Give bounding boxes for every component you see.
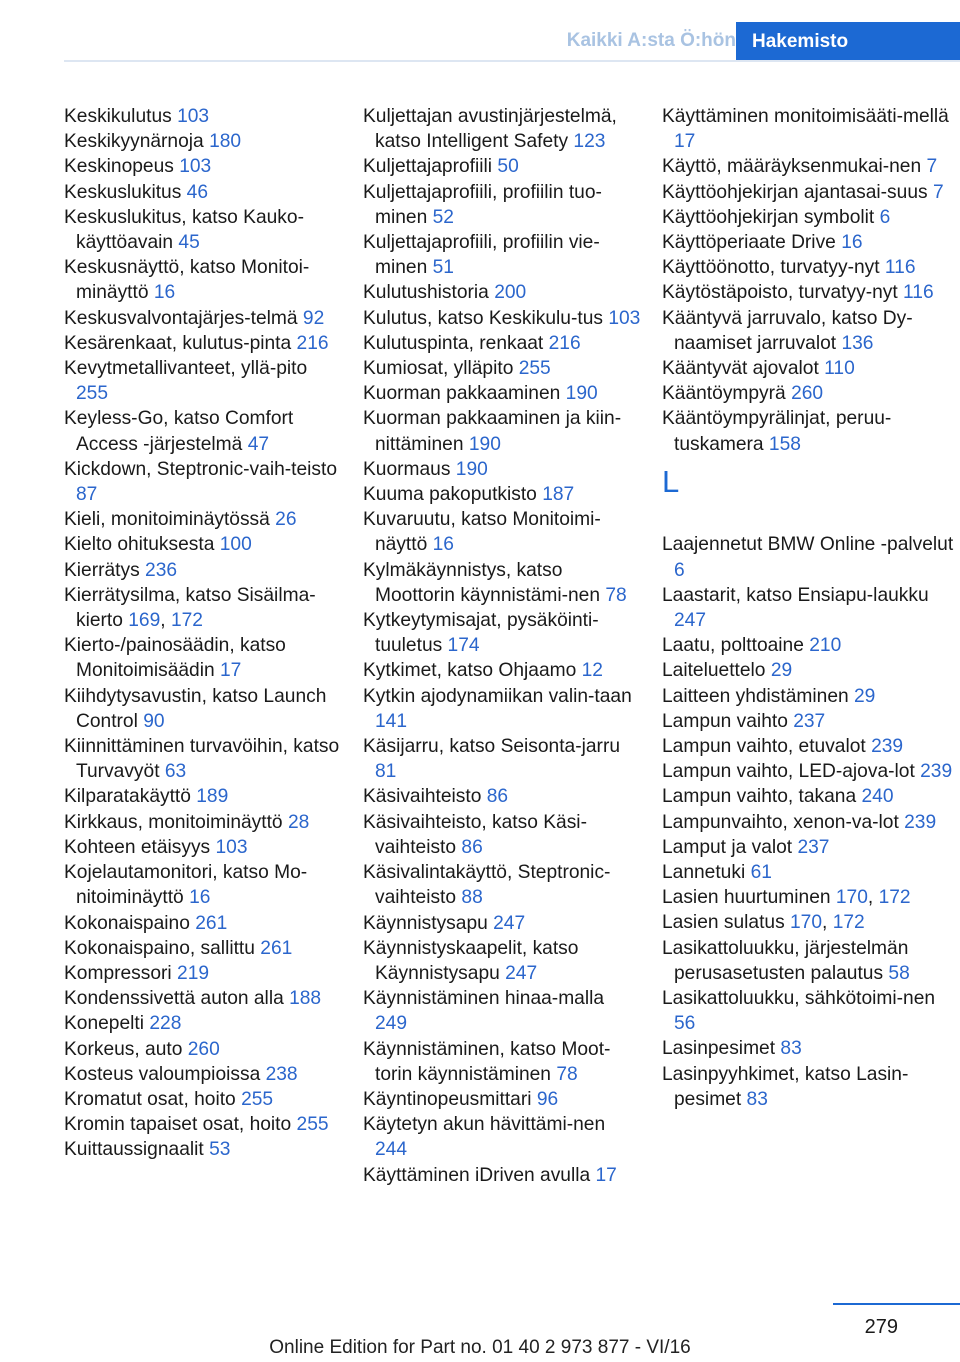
edition-footer: Online Edition for Part no. 01 40 2 973 877 - VI/16 <box>269 1337 691 1358</box>
index-term: Kilparatakäyttö <box>64 786 191 808</box>
index-entry <box>64 406 342 456</box>
index-entry <box>64 255 342 305</box>
index-term: Lampunvaihto, xenon-va-lot <box>662 811 899 833</box>
index-entry <box>363 1112 641 1162</box>
page-reference-link[interactable]: 172 <box>170 610 203 632</box>
index-entry: Lasien huurtuminen 170, 172 <box>662 887 911 909</box>
page-reference-link[interactable]: 216 <box>296 332 329 354</box>
page-reference-link[interactable]: 261 <box>195 912 228 934</box>
index-entry <box>662 986 956 1036</box>
index-entry <box>363 911 641 936</box>
index-term: Kuljettajaprofiili, profiilin vie-minen <box>363 232 600 279</box>
index-entry <box>363 381 641 406</box>
index-term: Käyttöperiaate Drive <box>662 232 836 254</box>
index-term: Kevytmetallivanteet, yllä-pito <box>64 358 308 380</box>
page-reference-link[interactable]: 7 <box>932 181 944 203</box>
page-reference-link[interactable]: 239 <box>920 761 953 783</box>
index-term: Keyless-Go, katso Comfort Access -järjestelmä <box>64 408 294 455</box>
page-reference-link[interactable]: 83 <box>746 1088 768 1110</box>
index-entry <box>64 205 342 255</box>
index-entry <box>662 709 956 734</box>
page-reference-link[interactable]: 169 <box>128 610 161 632</box>
index-entry <box>64 936 342 961</box>
page-reference-link[interactable]: 172 <box>832 912 865 934</box>
index-entry <box>662 835 956 860</box>
index-term: Kickdown, Steptronic-vaih-teisto <box>64 458 338 480</box>
page-reference-link[interactable]: 244 <box>375 1139 408 1161</box>
page-reference-link[interactable]: 78 <box>556 1063 578 1085</box>
page-reference-link[interactable]: 56 <box>674 1013 696 1035</box>
index-term: Kuuma pakoputkisto <box>363 484 537 506</box>
index-term: Keskusnäyttö, katso Monitoi-minäyttö <box>64 257 310 304</box>
index-entry <box>363 734 641 784</box>
page-reference-link[interactable]: 170 <box>790 912 823 934</box>
index-entry <box>363 180 641 230</box>
page-number: 279 <box>864 1316 898 1338</box>
page-reference-link[interactable]: 90 <box>143 710 165 732</box>
index-entry <box>363 507 641 557</box>
index-term: Lasinpyyhkimet, katso Lasin-pesimet <box>662 1063 909 1110</box>
index-entry <box>363 810 641 860</box>
index-entry <box>662 684 956 709</box>
index-term: Kuljettajaprofiili <box>363 156 493 178</box>
index-term: Käyttöohjekirjan ajantasai-suus <box>662 181 928 203</box>
index-term: Korkeus, auto <box>64 1038 183 1060</box>
index-term: Kierrätys <box>64 559 140 581</box>
index-term: Käyntinopeusmittari <box>363 1088 532 1110</box>
index-term: Keskusvalvontajärjes-telmä <box>64 307 298 329</box>
index-entry <box>662 936 956 986</box>
index-entry <box>662 759 956 784</box>
page-reference-link[interactable]: 61 <box>750 862 772 884</box>
index-entry <box>64 633 342 683</box>
page-reference-link[interactable]: 100 <box>219 534 252 556</box>
index-entry <box>363 860 641 910</box>
page-reference-link[interactable]: 6 <box>674 559 685 581</box>
index-column-2 <box>363 104 641 1188</box>
page-reference-link[interactable]: 87 <box>76 484 98 506</box>
page-reference-link[interactable]: 170 <box>835 887 868 909</box>
page-reference-link[interactable]: 116 <box>903 282 934 304</box>
page-reference-link[interactable]: 78 <box>605 584 627 606</box>
page-reference-link[interactable]: 83 <box>780 1038 802 1060</box>
footer-divider <box>833 1303 960 1305</box>
page-reference-link[interactable]: 228 <box>149 1013 182 1035</box>
index-term: Käynnistysapu <box>363 912 488 934</box>
index-entry <box>64 154 342 179</box>
index-entry <box>64 1011 342 1036</box>
index-entry <box>64 457 342 507</box>
page-reference-link[interactable]: 200 <box>494 282 527 304</box>
index-term: Käsijarru, katso Seisonta-jarru <box>363 736 621 758</box>
index-term: Kuorman pakkaaminen ja kiin-nittäminen <box>363 408 622 455</box>
page-reference-link[interactable]: 247 <box>505 962 538 984</box>
page-reference-link[interactable]: 103 <box>179 156 212 178</box>
page-reference-link[interactable]: 255 <box>76 383 109 405</box>
index-entry <box>662 280 956 305</box>
index-entry <box>662 356 956 381</box>
index-term: Lasinpesimet <box>662 1038 776 1060</box>
page-reference-link[interactable]: 110 <box>824 358 855 380</box>
index-entry: Kierrätysilma, katso Sisäilma-kierto 169, 172 <box>64 584 316 632</box>
page-reference-link[interactable]: 180 <box>209 131 242 153</box>
index-entry <box>662 104 956 154</box>
index-term: Kojelautamonitori, katso Mo-nitoiminäyttö <box>64 862 308 909</box>
page-reference-link[interactable]: 158 <box>768 433 801 455</box>
index-entry <box>64 558 342 583</box>
page-reference-link[interactable]: 239 <box>904 811 937 833</box>
page-reference-link[interactable]: 123 <box>573 131 606 153</box>
index-entry <box>363 784 641 809</box>
page-reference-link[interactable]: 136 <box>841 332 874 354</box>
page-reference-link[interactable]: 240 <box>861 786 894 808</box>
index-entry <box>64 810 342 835</box>
index-term: Lasien sulatus <box>662 912 785 934</box>
index-term: Kielto ohituksesta <box>64 534 215 556</box>
page-reference-link[interactable]: 189 <box>196 786 229 808</box>
page-reference-link[interactable]: 238 <box>265 1063 298 1085</box>
page-reference-link[interactable]: 86 <box>486 786 509 808</box>
index-term: Lampun vaihto, LED-ajova-lot <box>662 761 915 783</box>
index-entry <box>363 406 641 456</box>
page-reference-link[interactable]: 190 <box>565 383 598 405</box>
page-header <box>0 0 960 62</box>
index-entry <box>662 180 956 205</box>
index-term: Laitteen yhdistäminen <box>662 685 849 707</box>
page-reference-link[interactable]: 255 <box>518 358 551 380</box>
index-term: Kokonaispaino <box>64 912 190 934</box>
index-term: Konepelti <box>64 1013 145 1035</box>
index-term: Kääntyvä jarruvalo, katso Dy-naamiset jarruvalot <box>662 307 913 354</box>
index-term: Kytkeytymisajat, pysäköinti-tuuletus <box>363 610 599 657</box>
index-term: Laiteluettelo <box>662 660 766 682</box>
index-entry <box>363 986 641 1036</box>
index-term: Käsivalintakäyttö, Steptronic-vaihteisto <box>363 862 611 909</box>
page-reference-link[interactable]: 216 <box>548 332 581 354</box>
page-reference-link[interactable]: 52 <box>432 206 454 228</box>
index-term: Käyttö, määräyksenmukai-nen <box>662 156 922 178</box>
index-term: Käyttäminen iDriven avulla <box>363 1164 591 1186</box>
index-entry <box>662 306 956 356</box>
index-term: Käytöstäpoisto, turvatyy-nyt <box>662 282 898 304</box>
page-reference-link[interactable]: 237 <box>793 710 826 732</box>
index-entry <box>64 507 342 532</box>
page-reference-link[interactable]: 16 <box>189 887 211 909</box>
index-term: Käynnistyskaapelit, katso Käynnistysapu <box>363 937 579 984</box>
index-term: Keskuslukitus, katso Kauko-käyttöavain <box>64 206 304 254</box>
index-entry <box>64 784 342 809</box>
index-term: Keskikulutus <box>64 106 172 127</box>
index-term: Kumiosat, ylläpito <box>363 358 514 380</box>
index-entry <box>363 658 641 683</box>
index-term: Laajennetut BMW Online -palvelut <box>662 534 954 556</box>
page-reference-link[interactable]: 210 <box>809 635 842 657</box>
index-entry: Lasien sulatus 170, 172 <box>662 912 865 934</box>
index-entry <box>64 180 342 205</box>
page-reference-link[interactable]: 7 <box>926 156 938 178</box>
index-entry <box>662 406 956 456</box>
index-tab[interactable]: Hakemisto <box>736 22 960 62</box>
index-term: Kääntöympyrä <box>662 383 786 405</box>
index-entry <box>64 1037 342 1062</box>
page-reference-link[interactable]: 81 <box>375 761 397 783</box>
index-term: Kiinnittäminen turvavöihin, katso Turvavyöt <box>64 736 340 783</box>
page-reference-link[interactable]: 96 <box>536 1088 559 1110</box>
index-term: Kirkkaus, monitoiminäyttö <box>64 811 283 833</box>
index-term: Kohteen etäisyys <box>64 836 211 858</box>
page-reference-link[interactable]: 187 <box>542 484 575 506</box>
index-term: Lannetuki <box>662 862 746 884</box>
index-term: Lasikattoluukku, sähkötoimi-nen <box>662 988 936 1010</box>
index-term: Kokonaispaino, sallittu <box>64 937 255 959</box>
index-term: Lampun vaihto, takana <box>662 786 857 808</box>
index-entry <box>64 1087 342 1112</box>
index-entry <box>64 860 342 910</box>
page-reference-link[interactable]: 249 <box>375 1013 408 1035</box>
index-entry <box>363 104 641 154</box>
index-term: Lasien huurtuminen <box>662 887 831 909</box>
page-reference-link[interactable]: 255 <box>296 1114 329 1136</box>
index-term: Kylmäkäynnistys, katso Moottorin käynnistämi-nen <box>363 559 601 606</box>
page-reference-link[interactable]: 47 <box>247 433 270 455</box>
index-term: Kierto-/painosäädin, katso Monitoimisäädin <box>64 635 286 682</box>
index-term: Lampun vaihto <box>662 710 788 732</box>
index-entry <box>64 104 342 129</box>
page-reference-link[interactable]: 239 <box>871 736 904 758</box>
page-reference-link[interactable]: 190 <box>455 458 488 480</box>
index-term: Kuljettajan avustinjärjestelmä, katso Intelligent Safety <box>363 106 617 153</box>
index-term: Kierrätysilma, katso Sisäilma-kierto <box>64 584 316 632</box>
index-entry <box>363 154 641 179</box>
page-reference-link[interactable]: 45 <box>178 232 200 254</box>
page-reference-link[interactable]: 17 <box>674 131 696 153</box>
index-entry <box>363 936 641 986</box>
index-entry <box>363 1163 641 1188</box>
index-column-3 <box>662 104 956 1112</box>
index-entry <box>64 734 342 784</box>
page-reference-link[interactable]: 92 <box>302 307 325 329</box>
index-term: Käynnistäminen hinaa-malla <box>363 988 605 1010</box>
index-entry <box>64 986 342 1011</box>
page-reference-link[interactable]: 16 <box>432 534 454 556</box>
index-term: Kuittaussignaalit <box>64 1139 204 1161</box>
index-entry <box>662 532 956 582</box>
index-entry <box>662 381 956 406</box>
index-term: Keskinopeus <box>64 156 174 178</box>
index-entry <box>662 230 956 255</box>
index-entry <box>662 1036 956 1061</box>
page-reference-link[interactable]: 63 <box>164 761 187 783</box>
index-entry <box>64 331 342 356</box>
index-term: Käyttäminen monitoimisääti-mellä <box>662 106 949 127</box>
index-term: Laatu, polttoaine <box>662 635 804 657</box>
page-reference-link[interactable]: 16 <box>841 232 863 254</box>
index-term: Kääntöympyrälinjat, peruu-tuskamera <box>662 408 892 455</box>
section-title: Kaikki A:sta Ö:hön <box>566 30 736 51</box>
index-entry <box>363 457 641 482</box>
index-letter-heading: L <box>662 463 680 499</box>
index-term: Käyttöönotto, turvatyy-nyt <box>662 257 880 279</box>
index-entry <box>64 1137 342 1162</box>
index-term: Käytetyn akun hävittämi-nen <box>363 1114 606 1136</box>
index-term: Lampun vaihto, etuvalot <box>662 736 866 758</box>
page-reference-link[interactable]: 16 <box>153 282 176 304</box>
page-reference-link[interactable]: 236 <box>145 559 178 581</box>
page-reference-link[interactable]: 103 <box>608 307 641 329</box>
index-term: Kulutus, katso Keskikulu-tus <box>363 307 603 329</box>
page-reference-link[interactable]: 247 <box>493 912 526 934</box>
index-entry <box>662 734 956 759</box>
page-reference-link[interactable]: 247 <box>674 610 707 632</box>
index-entry <box>662 784 956 809</box>
page-reference-link[interactable]: 116 <box>884 257 916 279</box>
index-term: Kosteus valoumpioissa <box>64 1063 261 1085</box>
page-reference-link[interactable]: 190 <box>468 433 501 455</box>
page-reference-link[interactable]: 188 <box>289 988 322 1010</box>
index-entry <box>363 1037 641 1087</box>
index-entry <box>662 1062 956 1112</box>
page-reference-link[interactable]: 103 <box>215 836 248 858</box>
index-term: Kääntyvät ajovalot <box>662 358 819 380</box>
page-reference-link[interactable]: 88 <box>461 887 483 909</box>
index-entry <box>662 154 956 179</box>
index-term: Lasikattoluukku, järjestelmän perusasetusten palautus <box>662 937 909 984</box>
page-reference-link[interactable]: 28 <box>287 811 310 833</box>
index-entry <box>64 532 342 557</box>
index-term: Kuljettajaprofiili, profiilin tuo-minen <box>363 181 602 228</box>
header-divider <box>64 60 960 62</box>
page-reference-link[interactable]: 17 <box>220 660 242 682</box>
page-reference-link[interactable]: 6 <box>879 206 891 228</box>
index-entry <box>662 658 956 683</box>
index-entry <box>363 356 641 381</box>
page-reference-link[interactable]: 17 <box>595 1164 617 1186</box>
index-term: Kiihdytysavustin, katso Launch Control <box>64 685 327 732</box>
index-entry <box>363 331 641 356</box>
index-term: Lamput ja valot <box>662 836 793 858</box>
index-term: Kuormaus <box>363 458 451 480</box>
index-term: Käyttöohjekirjan symbolit <box>662 206 875 228</box>
index-term: Kulutuspinta, renkaat <box>363 332 544 354</box>
index-entry <box>363 558 641 608</box>
index-term: Kromin tapaiset osat, hoito <box>64 1114 292 1136</box>
index-entry <box>64 306 342 331</box>
index-term: Kieli, monitoiminäytössä <box>64 509 270 531</box>
page-reference-link[interactable]: 174 <box>447 635 480 657</box>
page-reference-link[interactable]: 260 <box>791 383 824 405</box>
index-entry <box>363 684 641 734</box>
index-term: Kytkin ajodynamiikan valin-taan <box>363 685 632 707</box>
page-reference-link[interactable]: 237 <box>797 836 830 858</box>
index-term: Käsivaihteisto <box>363 786 482 808</box>
page-reference-link[interactable]: 29 <box>854 685 876 707</box>
index-entry <box>363 230 641 280</box>
index-entry <box>64 961 342 986</box>
index-entry <box>64 129 342 154</box>
index-term: Kondenssivettä auton alla <box>64 988 284 1010</box>
index-term: Kompressori <box>64 962 172 984</box>
index-term: Kulutushistoria <box>363 282 489 304</box>
index-term: Kuorman pakkaaminen <box>363 383 561 405</box>
index-term: Kuvaruutu, katso Monitoimi-näyttö <box>363 509 601 556</box>
index-entry <box>64 356 342 406</box>
index-entry <box>64 1062 342 1087</box>
index-entry <box>64 911 342 936</box>
page-reference-link[interactable]: 260 <box>187 1038 220 1060</box>
index-entry <box>363 1087 641 1112</box>
index-term: Keskuslukitus <box>64 181 182 203</box>
index-entry <box>363 482 641 507</box>
page-reference-link[interactable]: 46 <box>186 181 208 203</box>
index-entry <box>662 633 956 658</box>
index-term: Käsivaihteisto, katso Käsi-vaihteisto <box>363 811 587 858</box>
page-reference-link[interactable]: 12 <box>581 660 603 682</box>
index-term: Laastarit, katso Ensiapu-laukku <box>662 584 929 606</box>
page-reference-link[interactable]: 58 <box>888 962 910 984</box>
page-reference-link[interactable]: 86 <box>461 836 483 858</box>
index-entry <box>64 684 342 734</box>
page-reference-link[interactable]: 53 <box>209 1139 231 1161</box>
page-reference-link[interactable]: 255 <box>241 1088 274 1110</box>
page-reference-link[interactable]: 172 <box>878 887 911 909</box>
index-entry <box>662 810 956 835</box>
index-entry <box>662 205 956 230</box>
index-entry <box>662 583 956 633</box>
index-term: Keskikyynärnoja <box>64 131 204 153</box>
page-reference-link[interactable]: 26 <box>275 509 297 531</box>
index-entry <box>662 860 956 885</box>
page-reference-link[interactable]: 29 <box>770 660 793 682</box>
index-entry <box>64 1112 342 1137</box>
page-reference-link[interactable]: 103 <box>177 106 210 127</box>
index-term: Kytkimet, katso Ohjaamo <box>363 660 577 682</box>
page-reference-link[interactable]: 219 <box>177 962 210 984</box>
page-reference-link[interactable]: 261 <box>260 937 293 959</box>
page-reference-link[interactable]: 50 <box>497 156 519 178</box>
index-entry <box>363 608 641 658</box>
index-entry <box>662 255 956 280</box>
index-term: Käynnistäminen, katso Moot-torin käynnistäminen <box>363 1038 611 1085</box>
index-term: Kesärenkaat, kulutus-pinta <box>64 332 292 354</box>
index-term: Kromatut osat, hoito <box>64 1088 236 1110</box>
page-reference-link[interactable]: 51 <box>432 257 454 279</box>
index-entry <box>363 280 641 305</box>
index-entry <box>64 835 342 860</box>
index-entry <box>363 306 641 331</box>
index-column-1 <box>64 104 342 1163</box>
page-reference-link[interactable]: 141 <box>375 710 408 732</box>
